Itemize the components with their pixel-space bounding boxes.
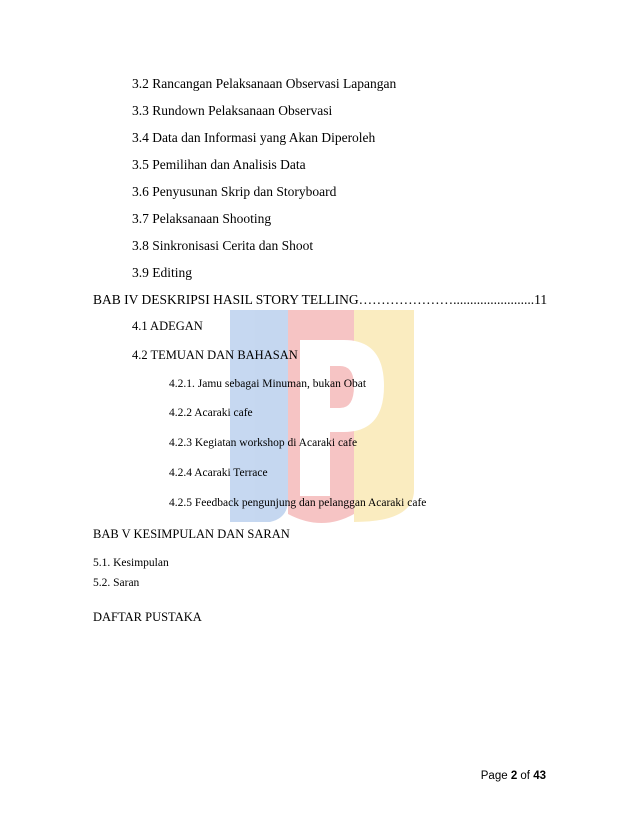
current-page-number: 2 <box>510 770 518 782</box>
toc-entry-4-2-2: 4.2.2 Acaraki cafe <box>169 407 253 419</box>
toc-entry-4-2-1: 4.2.1. Jamu sebagai Minuman, bukan Obat <box>169 378 367 390</box>
toc-entry-3-3: 3.3 Rundown Pelaksanaan Observasi <box>132 103 333 118</box>
toc-entry-5-1: 5.1. Kesimpulan <box>93 557 169 569</box>
toc-entry-3-5: 3.5 Pemilihan dan Analisis Data <box>132 157 306 172</box>
toc-chapter-bab-iv: BAB IV DESKRIPSI HASIL STORY TELLING…………………........................11 <box>93 292 548 307</box>
page-number-footer <box>481 770 546 782</box>
total-pages-number: 43 <box>533 770 546 782</box>
toc-chapter-bab-v: BAB V KESIMPULAN DAN SARAN <box>93 527 290 541</box>
toc-entry-3-2: 3.2 Rancangan Pelaksanaan Observasi Lapangan <box>132 76 397 91</box>
toc-entry-3-8: 3.8 Sinkronisasi Cerita dan Shoot <box>132 238 314 253</box>
toc-entry-3-9: 3.9 Editing <box>132 265 192 280</box>
toc-entry-4-2-4: 4.2.4 Acaraki Terrace <box>169 467 268 479</box>
toc-entry-4-1: 4.1 ADEGAN <box>132 319 203 333</box>
toc-entry-4-2: 4.2 TEMUAN DAN BAHASAN <box>132 348 298 362</box>
toc-entry-3-6: 3.6 Penyusunan Skrip dan Storyboard <box>132 184 337 199</box>
toc-entry-3-4: 3.4 Data dan Informasi yang Akan Diperoleh <box>132 130 376 145</box>
of-word: of <box>517 770 534 782</box>
toc-daftar-pustaka: DAFTAR PUSTAKA <box>93 610 202 624</box>
toc-entry-4-2-5: 4.2.5 Feedback pengunjung dan pelanggan Acaraki cafe <box>169 497 427 509</box>
toc-entry-4-2-3: 4.2.3 Kegiatan workshop di Acaraki cafe <box>169 437 358 449</box>
page-word: Page <box>480 770 511 782</box>
toc-entry-5-2: 5.2. Saran <box>93 577 140 589</box>
watermark-logo <box>226 300 422 530</box>
toc-entry-3-7: 3.7 Pelaksanaan Shooting <box>132 211 272 226</box>
